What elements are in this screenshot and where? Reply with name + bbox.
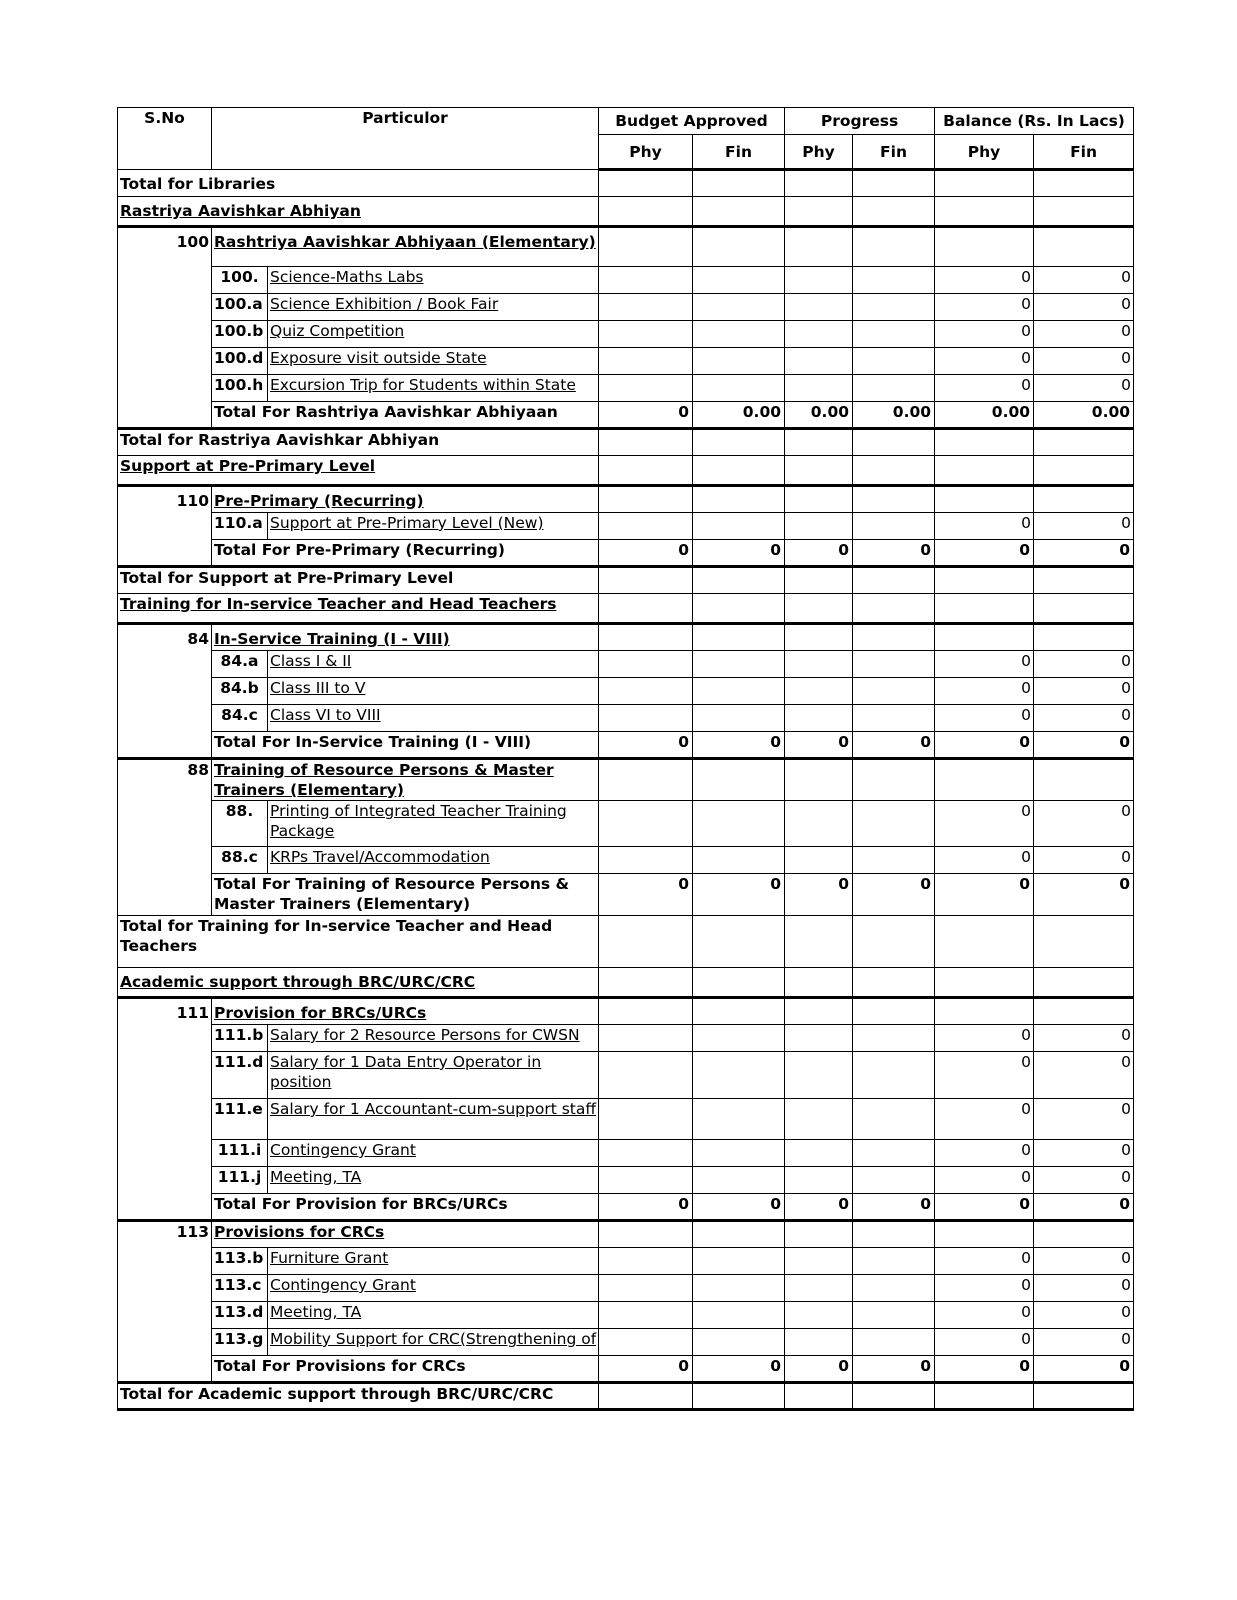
balance-fin-value: 0: [1034, 678, 1134, 705]
subsection-number: 111: [118, 998, 212, 1025]
balance-phy-value: 0: [935, 1329, 1034, 1356]
progress-fin-total: 0: [853, 1356, 935, 1383]
balance-fin-value: 0: [1034, 321, 1134, 348]
budget-phy-total: 0: [599, 874, 693, 916]
item-label: Furniture Grant: [268, 1248, 599, 1275]
subsection-row: [118, 486, 1134, 513]
total-row: [118, 1383, 1134, 1410]
budget-fin-total: 0: [693, 874, 785, 916]
subsection-heading: Training of Resource Persons & Master Trainers (Elementary): [212, 759, 599, 801]
balance-fin-value: 0: [1034, 1099, 1134, 1140]
balance-fin-value: 0: [1034, 801, 1134, 847]
subsection-row: [118, 624, 1134, 651]
total-row: [118, 567, 1134, 594]
header-progress-phy: Phy: [785, 135, 853, 170]
subsection-heading: Provision for BRCs/URCs: [212, 998, 599, 1025]
subtotal-label: Total For Provision for BRCs/URCs: [212, 1194, 599, 1221]
item-code: 113.c: [212, 1275, 268, 1302]
table-row: [118, 1052, 1134, 1099]
balance-fin-value: 0: [1034, 1167, 1134, 1194]
item-label: Support at Pre-Primary Level (New): [268, 513, 599, 540]
item-label: Science-Maths Labs: [268, 267, 599, 294]
table-row: [118, 1302, 1134, 1329]
table-row: [118, 1140, 1134, 1167]
item-label: Meeting, TA: [268, 1167, 599, 1194]
table-row: [118, 1329, 1134, 1356]
item-code: 88.: [212, 801, 268, 847]
item-code: 100.: [212, 267, 268, 294]
subtotal-label: Total For In-Service Training (I - VIII): [212, 732, 599, 759]
item-code: 100.a: [212, 294, 268, 321]
subtotal-row: [118, 874, 1134, 916]
balance-phy-value: 0: [935, 847, 1034, 874]
balance-phy-value: 0: [935, 1140, 1034, 1167]
budget-fin-total: 0.00: [693, 402, 785, 429]
section-heading: Academic support through BRC/URC/CRC: [118, 968, 599, 998]
section-row: [118, 456, 1134, 486]
balance-fin-total: 0: [1034, 1356, 1134, 1383]
balance-phy-value: 0: [935, 1275, 1034, 1302]
balance-phy-value: 0: [935, 651, 1034, 678]
subsection-heading: Pre-Primary (Recurring): [212, 486, 599, 513]
subtotal-row: [118, 402, 1134, 429]
total-label: Total for Training for In-service Teacher and Head Teachers: [118, 916, 599, 968]
item-label: Exposure visit outside State: [268, 348, 599, 375]
header-balance: Balance (Rs. In Lacs): [935, 108, 1134, 135]
progress-phy-total: 0: [785, 1194, 853, 1221]
item-label: Contingency Grant: [268, 1275, 599, 1302]
item-code: 111.e: [212, 1099, 268, 1140]
balance-phy-value: 0: [935, 1052, 1034, 1099]
header-progress-fin: Fin: [853, 135, 935, 170]
item-label: Science Exhibition / Book Fair: [268, 294, 599, 321]
balance-fin-value: 0: [1034, 1052, 1134, 1099]
progress-fin-total: 0: [853, 1194, 935, 1221]
balance-phy-value: 0: [935, 513, 1034, 540]
table-row: [118, 678, 1134, 705]
balance-fin-value: 0: [1034, 1329, 1134, 1356]
item-code: 113.g: [212, 1329, 268, 1356]
progress-fin-total: 0: [853, 732, 935, 759]
item-code: 111.j: [212, 1167, 268, 1194]
balance-fin-value: 0: [1034, 294, 1134, 321]
balance-phy-value: 0: [935, 267, 1034, 294]
subsection-heading: In-Service Training (I - VIII): [212, 624, 599, 651]
balance-phy-value: 0: [935, 1167, 1034, 1194]
subtotal-label: Total For Provisions for CRCs: [212, 1356, 599, 1383]
balance-phy-value: 0: [935, 801, 1034, 847]
subsection-number: 110: [118, 486, 212, 513]
item-label: Printing of Integrated Teacher Training Package: [268, 801, 599, 847]
subsection-row: [118, 1221, 1134, 1248]
item-code: 111.i: [212, 1140, 268, 1167]
balance-fin-value: 0: [1034, 651, 1134, 678]
table-row: [118, 267, 1134, 294]
header-budget-phy: Phy: [599, 135, 693, 170]
total-row: [118, 429, 1134, 456]
balance-phy-value: 0: [935, 705, 1034, 732]
subsection-number: 113: [118, 1221, 212, 1248]
table-row: [118, 513, 1134, 540]
balance-fin-value: 0: [1034, 513, 1134, 540]
section-heading: Training for In-service Teacher and Head Teachers: [118, 594, 599, 624]
subsection-number: 84: [118, 624, 212, 651]
item-code: 84.c: [212, 705, 268, 732]
progress-phy-total: 0.00: [785, 402, 853, 429]
progress-fin-total: 0: [853, 874, 935, 916]
total-label: Total for Support at Pre-Primary Level: [118, 567, 599, 594]
item-label: Excursion Trip for Students within State: [268, 375, 599, 402]
total-label: Total for Rastriya Aavishkar Abhiyan: [118, 429, 599, 456]
table-row: [118, 651, 1134, 678]
item-label: Meeting, TA: [268, 1302, 599, 1329]
subsection-number: 100: [118, 227, 212, 267]
progress-phy-total: 0: [785, 732, 853, 759]
header-budget-approved: Budget Approved: [599, 108, 785, 135]
table-row: [118, 1025, 1134, 1052]
balance-phy-value: 0: [935, 321, 1034, 348]
balance-phy-total: 0.00: [935, 402, 1034, 429]
balance-phy-value: 0: [935, 1025, 1034, 1052]
table-row: [118, 321, 1134, 348]
item-code: 110.a: [212, 513, 268, 540]
item-label: Class VI to VIII: [268, 705, 599, 732]
balance-phy-value: 0: [935, 294, 1034, 321]
balance-fin-value: 0: [1034, 1275, 1134, 1302]
balance-fin-value: 0: [1034, 1248, 1134, 1275]
total-label: Total for Academic support through BRC/URC/CRC: [118, 1383, 599, 1410]
balance-phy-total: 0: [935, 1356, 1034, 1383]
balance-fin-total: 0: [1034, 540, 1134, 567]
budget-phy-total: 0: [599, 1194, 693, 1221]
item-label: Salary for 1 Data Entry Operator in position: [268, 1052, 599, 1099]
balance-fin-value: 0: [1034, 1140, 1134, 1167]
balance-fin-value: 0: [1034, 1025, 1134, 1052]
section-heading: Support at Pre-Primary Level: [118, 456, 599, 486]
item-code: 111.d: [212, 1052, 268, 1099]
progress-phy-total: 0: [785, 874, 853, 916]
balance-phy-value: 0: [935, 375, 1034, 402]
table-row: [118, 847, 1134, 874]
table-row: [118, 375, 1134, 402]
item-code: 88.c: [212, 847, 268, 874]
section-row: [118, 968, 1134, 998]
item-code: 84.a: [212, 651, 268, 678]
subsection-heading: Rashtriya Aavishkar Abhiyaan (Elementary): [212, 227, 599, 267]
balance-fin-value: 0: [1034, 267, 1134, 294]
subsection-row: [118, 227, 1134, 267]
header-particular: Particulor: [212, 108, 599, 170]
table-row: [118, 1275, 1134, 1302]
balance-phy-total: 0: [935, 874, 1034, 916]
subtotal-row: [118, 732, 1134, 759]
progress-phy-total: 0: [785, 540, 853, 567]
subtotal-label: Total For Training of Resource Persons & Master Trainers (Elementary): [212, 874, 599, 916]
total-row: [118, 170, 1134, 197]
total-label: Total for Libraries: [118, 170, 599, 197]
item-code: 100.h: [212, 375, 268, 402]
balance-phy-value: 0: [935, 1248, 1034, 1275]
table-row: [118, 705, 1134, 732]
budget-fin-total: 0: [693, 732, 785, 759]
progress-phy-total: 0: [785, 1356, 853, 1383]
section-row: [118, 594, 1134, 624]
header-sno: S.No: [118, 108, 212, 170]
subsection-row: [118, 998, 1134, 1025]
balance-phy-total: 0: [935, 540, 1034, 567]
subtotal-row: [118, 540, 1134, 567]
table-row: [118, 1167, 1134, 1194]
item-code: 84.b: [212, 678, 268, 705]
budget-fin-total: 0: [693, 1194, 785, 1221]
progress-fin-total: 0.00: [853, 402, 935, 429]
subsection-heading: Provisions for CRCs: [212, 1221, 599, 1248]
item-label: Salary for 1 Accountant-cum-support staff: [268, 1099, 599, 1140]
budget-phy-total: 0: [599, 402, 693, 429]
item-label: Quiz Competition: [268, 321, 599, 348]
balance-fin-value: 0: [1034, 705, 1134, 732]
progress-fin-total: 0: [853, 540, 935, 567]
balance-fin-value: 0: [1034, 375, 1134, 402]
budget-progress-table: [117, 107, 1134, 1411]
item-code: 113.d: [212, 1302, 268, 1329]
subtotal-label: Total For Pre-Primary (Recurring): [212, 540, 599, 567]
item-label: Class III to V: [268, 678, 599, 705]
item-label: Mobility Support for CRC(Strengthening of: [268, 1329, 599, 1356]
balance-fin-total: 0: [1034, 1194, 1134, 1221]
table-row: [118, 294, 1134, 321]
table-row: [118, 1248, 1134, 1275]
subtotal-row: [118, 1194, 1134, 1221]
section-heading: Rastriya Aavishkar Abhiyan: [118, 197, 599, 227]
header-balance-phy: Phy: [935, 135, 1034, 170]
item-label: Class I & II: [268, 651, 599, 678]
table-row: [118, 1099, 1134, 1140]
total-row: [118, 916, 1134, 968]
table-row: [118, 801, 1134, 847]
item-code: 113.b: [212, 1248, 268, 1275]
table-row: [118, 348, 1134, 375]
budget-phy-total: 0: [599, 540, 693, 567]
section-row: [118, 197, 1134, 227]
budget-fin-total: 0: [693, 1356, 785, 1383]
item-label: KRPs Travel/Accommodation: [268, 847, 599, 874]
balance-fin-value: 0: [1034, 348, 1134, 375]
subsection-number: 88: [118, 759, 212, 801]
item-code: 100.d: [212, 348, 268, 375]
balance-phy-value: 0: [935, 1302, 1034, 1329]
item-label: Salary for 2 Resource Persons for CWSN: [268, 1025, 599, 1052]
balance-fin-total: 0: [1034, 874, 1134, 916]
header-balance-fin: Fin: [1034, 135, 1134, 170]
item-label: Contingency Grant: [268, 1140, 599, 1167]
balance-fin-value: 0: [1034, 1302, 1134, 1329]
item-code: 111.b: [212, 1025, 268, 1052]
budget-fin-total: 0: [693, 540, 785, 567]
balance-phy-value: 0: [935, 348, 1034, 375]
balance-fin-value: 0: [1034, 847, 1134, 874]
balance-fin-total: 0.00: [1034, 402, 1134, 429]
subtotal-row: [118, 1356, 1134, 1383]
budget-phy-total: 0: [599, 1356, 693, 1383]
header-budget-fin: Fin: [693, 135, 785, 170]
item-code: 100.b: [212, 321, 268, 348]
balance-phy-total: 0: [935, 732, 1034, 759]
balance-phy-value: 0: [935, 678, 1034, 705]
header-progress: Progress: [785, 108, 935, 135]
budget-phy-total: 0: [599, 732, 693, 759]
subtotal-label: Total For Rashtriya Aavishkar Abhiyaan: [212, 402, 599, 429]
balance-fin-total: 0: [1034, 732, 1134, 759]
balance-phy-total: 0: [935, 1194, 1034, 1221]
balance-phy-value: 0: [935, 1099, 1034, 1140]
subsection-row: [118, 759, 1134, 801]
